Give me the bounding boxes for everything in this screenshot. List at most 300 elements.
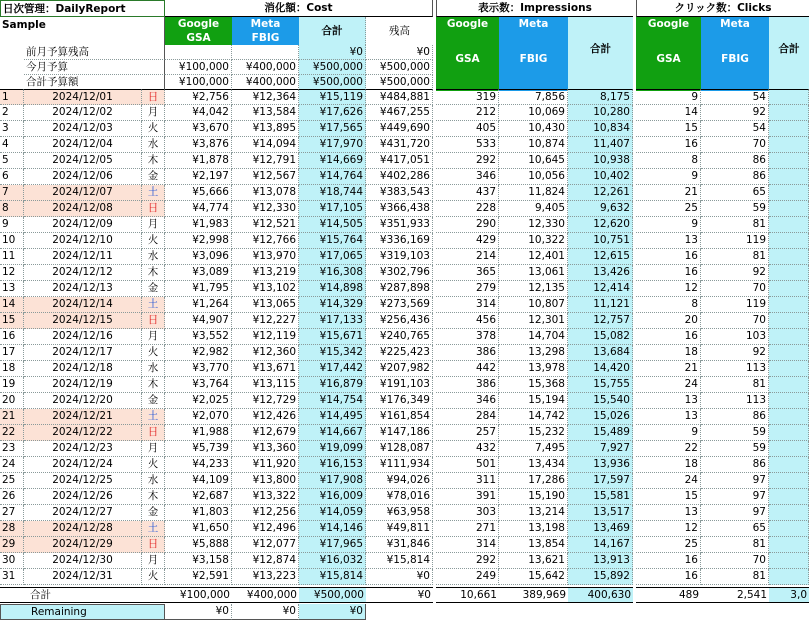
date-cell[interactable]: 2024/12/31	[24, 569, 142, 585]
clk-gsa-cell[interactable]: 8	[636, 297, 701, 313]
cost-fbig-cell[interactable]: ¥13,065	[232, 297, 299, 313]
budget-gsa[interactable]: ¥100,000	[165, 60, 232, 75]
cost-gsa-cell[interactable]: ¥3,670	[165, 121, 232, 137]
cost-fbig-cell[interactable]: ¥13,970	[232, 249, 299, 265]
cost-gsa-cell[interactable]: ¥2,998	[165, 233, 232, 249]
date-cell[interactable]: 2024/12/01	[24, 89, 142, 105]
cost-gsa-cell[interactable]: ¥1,650	[165, 521, 232, 537]
clk-total-cell[interactable]	[769, 169, 809, 185]
cost-fbig-cell[interactable]: ¥12,679	[232, 425, 299, 441]
clk-gsa-cell[interactable]: 16	[636, 329, 701, 345]
imp-gsa-cell[interactable]: 303	[436, 505, 499, 521]
imp-total-cell[interactable]: 7,927	[568, 441, 633, 457]
imp-fbig-cell[interactable]: 10,645	[499, 153, 568, 169]
imp-total-cell[interactable]: 12,261	[568, 185, 633, 201]
cost-gsa-cell[interactable]: ¥2,197	[165, 169, 232, 185]
clk-fbig-cell[interactable]: 119	[701, 233, 769, 249]
imp-total-cell[interactable]: 10,751	[568, 233, 633, 249]
cost-fbig-cell[interactable]: ¥12,729	[232, 393, 299, 409]
cost-fbig-cell[interactable]: ¥12,119	[232, 329, 299, 345]
cost-gsa-cell[interactable]: ¥3,876	[165, 137, 232, 153]
cost-gsa-cell[interactable]: ¥2,591	[165, 569, 232, 585]
cost-fbig-cell[interactable]: ¥12,426	[232, 409, 299, 425]
cost-fbig-cell[interactable]: ¥12,256	[232, 505, 299, 521]
date-cell[interactable]: 2024/12/05	[24, 153, 142, 169]
clk-total-cell[interactable]	[769, 185, 809, 201]
date-cell[interactable]: 2024/12/04	[24, 137, 142, 153]
budget-balance[interactable]: ¥0	[366, 45, 433, 60]
date-cell[interactable]: 2024/12/29	[24, 537, 142, 553]
cost-total-cell[interactable]: ¥14,764	[299, 169, 366, 185]
date-cell[interactable]: 2024/12/10	[24, 233, 142, 249]
imp-total-cell[interactable]: 8,175	[568, 89, 633, 105]
clk-total-cell[interactable]	[769, 217, 809, 233]
clk-fbig-cell[interactable]: 54	[701, 89, 769, 105]
imp-gsa-cell[interactable]: 314	[436, 537, 499, 553]
cost-gsa-cell[interactable]: ¥5,739	[165, 441, 232, 457]
cost-total-cell[interactable]: ¥14,669	[299, 153, 366, 169]
clk-fbig-cell[interactable]: 97	[701, 505, 769, 521]
date-cell[interactable]: 2024/12/17	[24, 345, 142, 361]
cost-gsa-cell[interactable]: ¥4,233	[165, 457, 232, 473]
date-cell[interactable]: 2024/12/09	[24, 217, 142, 233]
imp-fbig-cell[interactable]: 15,190	[499, 489, 568, 505]
cost-total-cell[interactable]: ¥17,133	[299, 313, 366, 329]
imp-total-cell[interactable]: 14,420	[568, 361, 633, 377]
clk-gsa-cell[interactable]: 18	[636, 345, 701, 361]
clk-total-cell[interactable]	[769, 537, 809, 553]
cost-gsa-cell[interactable]: ¥5,888	[165, 537, 232, 553]
cost-fbig-cell[interactable]: ¥13,360	[232, 441, 299, 457]
imp-fbig-cell[interactable]: 10,069	[499, 105, 568, 121]
clk-gsa-cell[interactable]: 15	[636, 121, 701, 137]
cost-fbig-cell[interactable]: ¥12,077	[232, 537, 299, 553]
imp-total-cell[interactable]: 13,684	[568, 345, 633, 361]
cost-gsa-cell[interactable]: ¥5,666	[165, 185, 232, 201]
cost-balance-cell[interactable]: ¥63,958	[366, 505, 433, 521]
imp-total-cell[interactable]: 11,121	[568, 297, 633, 313]
budget-total[interactable]: ¥500,000	[299, 75, 366, 90]
imp-gsa-cell[interactable]: 214	[436, 249, 499, 265]
clk-gsa-cell[interactable]: 18	[636, 457, 701, 473]
cost-gsa-cell[interactable]: ¥1,803	[165, 505, 232, 521]
clk-fbig-cell[interactable]: 97	[701, 473, 769, 489]
imp-gsa-cell[interactable]: 386	[436, 377, 499, 393]
clk-total-cell[interactable]	[769, 313, 809, 329]
cost-fbig-cell[interactable]: ¥13,895	[232, 121, 299, 137]
clk-total-cell[interactable]	[769, 521, 809, 537]
imp-gsa-cell[interactable]: 533	[436, 137, 499, 153]
clk-fbig-cell[interactable]: 86	[701, 169, 769, 185]
date-cell[interactable]: 2024/12/25	[24, 473, 142, 489]
budget-fbig[interactable]	[232, 45, 299, 60]
clk-gsa-cell[interactable]: 16	[636, 569, 701, 585]
cost-balance-cell[interactable]: ¥78,016	[366, 489, 433, 505]
imp-total-cell[interactable]: 15,755	[568, 377, 633, 393]
cost-balance-cell[interactable]: ¥31,846	[366, 537, 433, 553]
imp-fbig-cell[interactable]: 15,194	[499, 393, 568, 409]
clk-gsa-cell[interactable]: 12	[636, 521, 701, 537]
clk-total-cell[interactable]	[769, 505, 809, 521]
imp-fbig-cell[interactable]: 15,642	[499, 569, 568, 585]
imp-fbig-cell[interactable]: 17,286	[499, 473, 568, 489]
clk-fbig-cell[interactable]: 81	[701, 249, 769, 265]
cost-gsa-cell[interactable]: ¥2,756	[165, 89, 232, 105]
clk-gsa-cell[interactable]: 9	[636, 425, 701, 441]
budget-fbig[interactable]: ¥400,000	[232, 60, 299, 75]
clk-fbig-cell[interactable]: 119	[701, 297, 769, 313]
cost-total-cell[interactable]: ¥18,744	[299, 185, 366, 201]
cost-total-cell[interactable]: ¥15,671	[299, 329, 366, 345]
cost-balance-cell[interactable]: ¥147,186	[366, 425, 433, 441]
imp-total-cell[interactable]: 10,280	[568, 105, 633, 121]
imp-gsa-cell[interactable]: 284	[436, 409, 499, 425]
imp-gsa-cell[interactable]: 365	[436, 265, 499, 281]
imp-gsa-cell[interactable]: 290	[436, 217, 499, 233]
imp-total-cell[interactable]: 13,426	[568, 265, 633, 281]
cost-gsa-cell[interactable]: ¥3,552	[165, 329, 232, 345]
imp-gsa-cell[interactable]: 311	[436, 473, 499, 489]
imp-gsa-cell[interactable]: 432	[436, 441, 499, 457]
clk-total-cell[interactable]	[769, 425, 809, 441]
clk-total-cell[interactable]	[769, 393, 809, 409]
cost-balance-cell[interactable]: ¥484,881	[366, 89, 433, 105]
clk-gsa-cell[interactable]: 9	[636, 89, 701, 105]
imp-gsa-cell[interactable]: 319	[436, 89, 499, 105]
imp-fbig-cell[interactable]: 14,704	[499, 329, 568, 345]
clk-total-cell[interactable]	[769, 361, 809, 377]
cost-fbig-cell[interactable]: ¥13,800	[232, 473, 299, 489]
imp-gsa-cell[interactable]: 279	[436, 281, 499, 297]
clk-fbig-cell[interactable]: 81	[701, 537, 769, 553]
cost-balance-cell[interactable]: ¥128,087	[366, 441, 433, 457]
cost-balance-cell[interactable]: ¥111,934	[366, 457, 433, 473]
cost-gsa-cell[interactable]: ¥1,795	[165, 281, 232, 297]
cost-balance-cell[interactable]: ¥15,814	[366, 553, 433, 569]
cost-total-cell[interactable]: ¥15,814	[299, 569, 366, 585]
imp-fbig-cell[interactable]: 13,978	[499, 361, 568, 377]
imp-gsa-cell[interactable]: 501	[436, 457, 499, 473]
imp-fbig-cell[interactable]: 15,368	[499, 377, 568, 393]
cost-gsa-cell[interactable]: ¥2,025	[165, 393, 232, 409]
cost-total-cell[interactable]: ¥15,119	[299, 89, 366, 105]
clk-gsa-cell[interactable]: 13	[636, 233, 701, 249]
cost-balance-cell[interactable]: ¥273,569	[366, 297, 433, 313]
cost-balance-cell[interactable]: ¥287,898	[366, 281, 433, 297]
clk-fbig-cell[interactable]: 81	[701, 377, 769, 393]
clk-fbig-cell[interactable]: 92	[701, 265, 769, 281]
cost-total-cell[interactable]: ¥16,032	[299, 553, 366, 569]
cost-fbig-cell[interactable]: ¥12,330	[232, 201, 299, 217]
imp-fbig-cell[interactable]: 14,742	[499, 409, 568, 425]
budget-balance[interactable]: ¥500,000	[366, 60, 433, 75]
cost-total-cell[interactable]: ¥15,764	[299, 233, 366, 249]
budget-fbig[interactable]: ¥400,000	[232, 75, 299, 90]
imp-total-cell[interactable]: 10,938	[568, 153, 633, 169]
imp-fbig-cell[interactable]: 13,854	[499, 537, 568, 553]
cost-total-cell[interactable]: ¥15,342	[299, 345, 366, 361]
cost-fbig-cell[interactable]: ¥12,521	[232, 217, 299, 233]
cost-fbig-cell[interactable]: ¥12,874	[232, 553, 299, 569]
budget-total[interactable]: ¥500,000	[299, 60, 366, 75]
cost-total-cell[interactable]: ¥17,442	[299, 361, 366, 377]
clk-total-cell[interactable]	[769, 457, 809, 473]
imp-fbig-cell[interactable]: 10,322	[499, 233, 568, 249]
cost-total-cell[interactable]: ¥19,099	[299, 441, 366, 457]
date-cell[interactable]: 2024/12/07	[24, 185, 142, 201]
cost-balance-cell[interactable]: ¥225,423	[366, 345, 433, 361]
cost-gsa-cell[interactable]: ¥4,774	[165, 201, 232, 217]
cost-total-cell[interactable]: ¥14,495	[299, 409, 366, 425]
clk-fbig-cell[interactable]: 113	[701, 393, 769, 409]
clk-gsa-cell[interactable]: 13	[636, 505, 701, 521]
budget-total[interactable]: ¥0	[299, 45, 366, 60]
cost-total-cell[interactable]: ¥14,059	[299, 505, 366, 521]
imp-gsa-cell[interactable]: 346	[436, 169, 499, 185]
imp-fbig-cell[interactable]: 13,061	[499, 265, 568, 281]
date-cell[interactable]: 2024/12/23	[24, 441, 142, 457]
clk-gsa-cell[interactable]: 9	[636, 217, 701, 233]
cost-balance-cell[interactable]: ¥0	[366, 569, 433, 585]
cost-gsa-cell[interactable]: ¥2,070	[165, 409, 232, 425]
budget-gsa[interactable]: ¥100,000	[165, 75, 232, 90]
clk-total-cell[interactable]	[769, 105, 809, 121]
clk-total-cell[interactable]	[769, 153, 809, 169]
clk-fbig-cell[interactable]: 59	[701, 441, 769, 457]
clk-gsa-cell[interactable]: 25	[636, 201, 701, 217]
clk-gsa-cell[interactable]: 13	[636, 393, 701, 409]
clk-gsa-cell[interactable]: 22	[636, 441, 701, 457]
clk-total-cell[interactable]	[769, 281, 809, 297]
imp-gsa-cell[interactable]: 292	[436, 553, 499, 569]
cost-gsa-cell[interactable]: ¥4,109	[165, 473, 232, 489]
imp-total-cell[interactable]: 12,757	[568, 313, 633, 329]
cost-balance-cell[interactable]: ¥161,854	[366, 409, 433, 425]
cost-fbig-cell[interactable]: ¥12,766	[232, 233, 299, 249]
clk-total-cell[interactable]	[769, 233, 809, 249]
cost-balance-cell[interactable]: ¥336,169	[366, 233, 433, 249]
clk-fbig-cell[interactable]: 86	[701, 153, 769, 169]
clk-fbig-cell[interactable]: 86	[701, 457, 769, 473]
date-cell[interactable]: 2024/12/08	[24, 201, 142, 217]
clk-total-cell[interactable]	[769, 489, 809, 505]
imp-fbig-cell[interactable]: 9,405	[499, 201, 568, 217]
clk-total-cell[interactable]	[769, 329, 809, 345]
cost-balance-cell[interactable]: ¥449,690	[366, 121, 433, 137]
date-cell[interactable]: 2024/12/13	[24, 281, 142, 297]
clk-fbig-cell[interactable]: 92	[701, 345, 769, 361]
date-cell[interactable]: 2024/12/30	[24, 553, 142, 569]
date-cell[interactable]: 2024/12/24	[24, 457, 142, 473]
cost-total-cell[interactable]: ¥14,898	[299, 281, 366, 297]
cost-total-cell[interactable]: ¥16,009	[299, 489, 366, 505]
cost-gsa-cell[interactable]: ¥4,907	[165, 313, 232, 329]
imp-fbig-cell[interactable]: 7,856	[499, 89, 568, 105]
cost-total-cell[interactable]: ¥17,065	[299, 249, 366, 265]
clk-gsa-cell[interactable]: 24	[636, 473, 701, 489]
imp-total-cell[interactable]: 12,620	[568, 217, 633, 233]
clk-fbig-cell[interactable]: 103	[701, 329, 769, 345]
cost-total-cell[interactable]: ¥17,970	[299, 137, 366, 153]
cost-gsa-cell[interactable]: ¥1,983	[165, 217, 232, 233]
cost-balance-cell[interactable]: ¥402,286	[366, 169, 433, 185]
clk-fbig-cell[interactable]: 92	[701, 105, 769, 121]
clk-fbig-cell[interactable]: 70	[701, 137, 769, 153]
imp-fbig-cell[interactable]: 13,298	[499, 345, 568, 361]
imp-gsa-cell[interactable]: 292	[436, 153, 499, 169]
report-title-cell[interactable]: 日次管理：DailyReport	[0, 0, 165, 17]
clk-total-cell[interactable]	[769, 265, 809, 281]
date-cell[interactable]: 2024/12/16	[24, 329, 142, 345]
cost-balance-cell[interactable]: ¥417,051	[366, 153, 433, 169]
cost-gsa-cell[interactable]: ¥3,764	[165, 377, 232, 393]
clk-fbig-cell[interactable]: 59	[701, 201, 769, 217]
imp-total-cell[interactable]: 13,517	[568, 505, 633, 521]
cost-fbig-cell[interactable]: ¥13,102	[232, 281, 299, 297]
clk-total-cell[interactable]	[769, 345, 809, 361]
clk-fbig-cell[interactable]: 65	[701, 521, 769, 537]
cost-fbig-cell[interactable]: ¥13,223	[232, 569, 299, 585]
clk-fbig-cell[interactable]: 70	[701, 553, 769, 569]
cost-balance-cell[interactable]: ¥302,796	[366, 265, 433, 281]
imp-gsa-cell[interactable]: 271	[436, 521, 499, 537]
date-cell[interactable]: 2024/12/15	[24, 313, 142, 329]
cost-gsa-cell[interactable]: ¥3,089	[165, 265, 232, 281]
cost-gsa-cell[interactable]: ¥3,770	[165, 361, 232, 377]
cost-total-cell[interactable]: ¥17,565	[299, 121, 366, 137]
cost-total-cell[interactable]: ¥14,667	[299, 425, 366, 441]
clk-gsa-cell[interactable]: 14	[636, 105, 701, 121]
clk-total-cell[interactable]	[769, 201, 809, 217]
date-cell[interactable]: 2024/12/19	[24, 377, 142, 393]
cost-balance-cell[interactable]: ¥240,765	[366, 329, 433, 345]
cost-balance-cell[interactable]: ¥49,811	[366, 521, 433, 537]
imp-total-cell[interactable]: 14,167	[568, 537, 633, 553]
clk-total-cell[interactable]	[769, 121, 809, 137]
clk-total-cell[interactable]	[769, 137, 809, 153]
clk-total-cell[interactable]	[769, 249, 809, 265]
cost-fbig-cell[interactable]: ¥13,115	[232, 377, 299, 393]
cost-gsa-cell[interactable]: ¥1,878	[165, 153, 232, 169]
cost-balance-cell[interactable]: ¥366,438	[366, 201, 433, 217]
imp-gsa-cell[interactable]: 386	[436, 345, 499, 361]
imp-fbig-cell[interactable]: 15,232	[499, 425, 568, 441]
cost-balance-cell[interactable]: ¥256,436	[366, 313, 433, 329]
cost-fbig-cell[interactable]: ¥13,078	[232, 185, 299, 201]
cost-gsa-cell[interactable]: ¥2,982	[165, 345, 232, 361]
imp-gsa-cell[interactable]: 314	[436, 297, 499, 313]
imp-gsa-cell[interactable]: 391	[436, 489, 499, 505]
clk-gsa-cell[interactable]: 21	[636, 361, 701, 377]
clk-gsa-cell[interactable]: 25	[636, 537, 701, 553]
imp-gsa-cell[interactable]: 257	[436, 425, 499, 441]
cost-total-cell[interactable]: ¥17,908	[299, 473, 366, 489]
clk-total-cell[interactable]	[769, 569, 809, 585]
date-cell[interactable]: 2024/12/26	[24, 489, 142, 505]
cost-fbig-cell[interactable]: ¥12,496	[232, 521, 299, 537]
clk-total-cell[interactable]	[769, 409, 809, 425]
clk-gsa-cell[interactable]: 8	[636, 153, 701, 169]
clk-gsa-cell[interactable]: 24	[636, 377, 701, 393]
clk-fbig-cell[interactable]: 81	[701, 217, 769, 233]
imp-fbig-cell[interactable]: 13,621	[499, 553, 568, 569]
date-cell[interactable]: 2024/12/14	[24, 297, 142, 313]
cost-fbig-cell[interactable]: ¥13,219	[232, 265, 299, 281]
imp-fbig-cell[interactable]: 13,434	[499, 457, 568, 473]
cost-total-cell[interactable]: ¥16,153	[299, 457, 366, 473]
cost-total-cell[interactable]: ¥16,879	[299, 377, 366, 393]
date-cell[interactable]: 2024/12/21	[24, 409, 142, 425]
cost-fbig-cell[interactable]: ¥12,360	[232, 345, 299, 361]
imp-total-cell[interactable]: 17,597	[568, 473, 633, 489]
imp-total-cell[interactable]: 13,936	[568, 457, 633, 473]
imp-gsa-cell[interactable]: 212	[436, 105, 499, 121]
cost-balance-cell[interactable]: ¥94,026	[366, 473, 433, 489]
cost-total-cell[interactable]: ¥14,754	[299, 393, 366, 409]
cost-balance-cell[interactable]: ¥351,933	[366, 217, 433, 233]
imp-total-cell[interactable]: 15,026	[568, 409, 633, 425]
cost-gsa-cell[interactable]: ¥3,096	[165, 249, 232, 265]
clk-fbig-cell[interactable]: 59	[701, 425, 769, 441]
clk-gsa-cell[interactable]: 16	[636, 265, 701, 281]
imp-gsa-cell[interactable]: 442	[436, 361, 499, 377]
cost-gsa-cell[interactable]: ¥3,158	[165, 553, 232, 569]
clk-gsa-cell[interactable]: 16	[636, 249, 701, 265]
clk-fbig-cell[interactable]: 97	[701, 489, 769, 505]
imp-fbig-cell[interactable]: 10,874	[499, 137, 568, 153]
clk-gsa-cell[interactable]: 12	[636, 281, 701, 297]
clk-fbig-cell[interactable]: 113	[701, 361, 769, 377]
imp-fbig-cell[interactable]: 12,135	[499, 281, 568, 297]
cost-balance-cell[interactable]: ¥467,255	[366, 105, 433, 121]
imp-total-cell[interactable]: 11,407	[568, 137, 633, 153]
cost-total-cell[interactable]: ¥17,965	[299, 537, 366, 553]
cost-fbig-cell[interactable]: ¥11,920	[232, 457, 299, 473]
date-cell[interactable]: 2024/12/20	[24, 393, 142, 409]
clk-gsa-cell[interactable]: 13	[636, 409, 701, 425]
clk-total-cell[interactable]	[769, 473, 809, 489]
cost-total-cell[interactable]: ¥14,146	[299, 521, 366, 537]
clk-fbig-cell[interactable]: 81	[701, 569, 769, 585]
clk-gsa-cell[interactable]: 9	[636, 169, 701, 185]
imp-fbig-cell[interactable]: 12,401	[499, 249, 568, 265]
cost-gsa-cell[interactable]: ¥1,264	[165, 297, 232, 313]
imp-fbig-cell[interactable]: 13,214	[499, 505, 568, 521]
imp-gsa-cell[interactable]: 346	[436, 393, 499, 409]
cost-gsa-cell[interactable]: ¥1,988	[165, 425, 232, 441]
imp-gsa-cell[interactable]: 228	[436, 201, 499, 217]
cost-fbig-cell[interactable]: ¥14,094	[232, 137, 299, 153]
cost-balance-cell[interactable]: ¥176,349	[366, 393, 433, 409]
clk-fbig-cell[interactable]: 70	[701, 313, 769, 329]
clk-total-cell[interactable]	[769, 89, 809, 105]
imp-total-cell[interactable]: 13,469	[568, 521, 633, 537]
cost-fbig-cell[interactable]: ¥13,322	[232, 489, 299, 505]
imp-total-cell[interactable]: 15,892	[568, 569, 633, 585]
date-cell[interactable]: 2024/12/11	[24, 249, 142, 265]
cost-balance-cell[interactable]: ¥191,103	[366, 377, 433, 393]
imp-gsa-cell[interactable]: 405	[436, 121, 499, 137]
clk-fbig-cell[interactable]: 86	[701, 409, 769, 425]
clk-fbig-cell[interactable]: 70	[701, 281, 769, 297]
clk-gsa-cell[interactable]: 16	[636, 553, 701, 569]
imp-fbig-cell[interactable]: 7,495	[499, 441, 568, 457]
imp-gsa-cell[interactable]: 429	[436, 233, 499, 249]
cost-balance-cell[interactable]: ¥383,543	[366, 185, 433, 201]
clk-total-cell[interactable]	[769, 377, 809, 393]
date-cell[interactable]: 2024/12/12	[24, 265, 142, 281]
imp-total-cell[interactable]: 10,834	[568, 121, 633, 137]
